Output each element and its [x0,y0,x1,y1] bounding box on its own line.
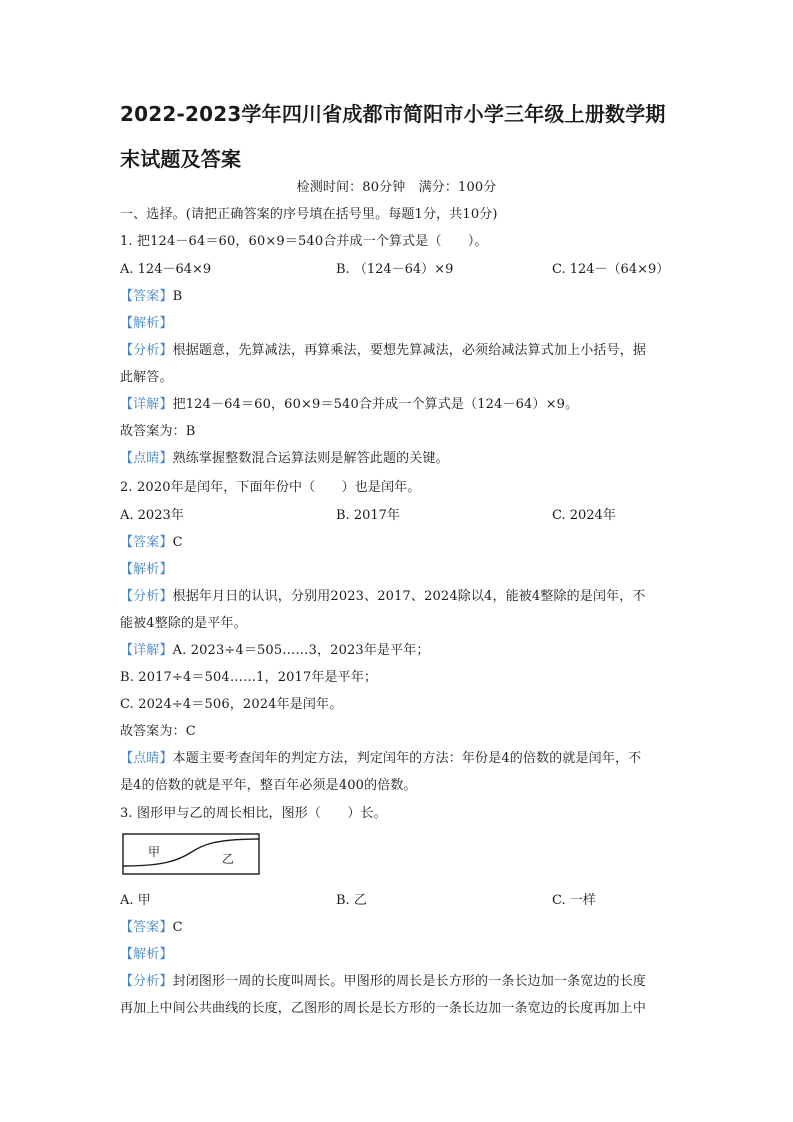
q2-option-a: A. 2023年 [120,508,184,523]
q3-option-b: B. 乙 [336,893,367,908]
q1-xiangjie-text: 把124－64＝60，60×9＝540合并成一个算式是（124－64）×9。 [172,397,579,412]
section-heading: 一、选择。(请把正确答案的序号填在括号里。每题1分，共10分) [120,207,498,222]
q2-option-c: C. 2024年 [552,508,616,523]
q1-option-b: B. （124－64）×9 [336,262,454,277]
q1-fenxi-line-1 [120,343,646,359]
q3-fenxi-line-1 [120,974,646,990]
q2-stem: 2. 2020年是闰年，下面年份中（ ）也是闰年。 [120,480,421,495]
q2-xiangjie-text: A. 2023÷4＝505……3，2023年是平年； [172,643,430,658]
answer-tag: 【答案】 [120,920,173,935]
q2-detail-c: C. 2024÷4＝506，2024年是闰年。 [120,697,343,712]
analysis-tag: 【解析】 [120,562,173,577]
q1-fenxi-line-2: 此解答。 [120,370,173,385]
q3-option-a: A. 甲 [120,893,151,908]
q1-answer [120,289,182,305]
q3-figure-label-jia: 甲 [148,845,161,859]
q3-figure-label-yi: 乙 [222,852,235,866]
answer-tag: 【答案】 [120,289,173,304]
document-title-line-1: 2022-2023学年四川省成都市简阳市小学三年级上册数学期 [120,102,666,126]
q2-dianjing-line-1 [120,751,641,767]
q1-dianjing [120,451,449,467]
q3-figure [122,833,262,877]
q3-figure-curve [123,839,259,866]
analysis-tag: 【解析】 [120,947,173,962]
q2-dianjing-text-1: 本题主要考查闰年的判定方法，判定闰年的方法：年份是4的倍数的就是闰年，不 [172,751,642,766]
q3-answer [120,920,183,936]
q2-fenxi-text-1: 根据年月日的认识，分别用2023、2017、2024除以4，能被4整除的是闰年，不 [172,589,646,604]
fenxi-tag: 【分析】 [120,974,173,989]
document-title-line-2: 末试题及答案 [120,147,242,171]
analysis-tag: 【解析】 [120,316,173,331]
q3-option-c: C. 一样 [552,893,596,908]
q2-answer-value: C [172,535,183,550]
q3-analysis-tag [120,947,173,963]
fenxi-tag: 【分析】 [120,343,173,358]
q1-stem: 1. 把124－64＝60，60×9＝540合并成一个算式是（ ）。 [120,234,488,249]
dianjing-tag: 【点睛】 [120,751,173,766]
q3-stem: 3. 图形甲与乙的周长相比，图形（ ）长。 [120,806,387,821]
q3-fenxi-text-1: 封闭图形一周的长度叫周长。甲图形的周长是长方形的一条长边加一条宽边的长度 [172,974,647,989]
answer-tag: 【答案】 [120,535,173,550]
q1-answer-value: B [172,289,183,304]
q1-option-a: A. 124－64×9 [120,262,212,277]
q1-analysis-tag [120,316,173,332]
dianjing-tag: 【点睛】 [120,451,173,466]
q2-fenxi-line-1 [120,589,646,605]
q2-answer [120,535,183,551]
q2-dianjing-line-2: 是4的倍数的就是平年，整百年必须是400的倍数。 [120,778,417,793]
q2-detail-b: B. 2017÷4＝504……1，2017年是平年； [120,670,378,685]
q1-option-c: C. 124－（64×9） [552,262,670,277]
q3-answer-value: C [172,920,183,935]
q3-fenxi-line-2: 再加上中间公共曲线的长度，乙图形的周长是长方形的一条长边加一条宽边的长度再加上中 [120,1001,647,1016]
q2-final-answer: 故答案为：C [120,724,196,739]
xiangjie-tag: 【详解】 [120,397,173,412]
fenxi-tag: 【分析】 [120,589,173,604]
q1-final-answer: 故答案为：B [120,424,196,439]
q1-dianjing-text: 熟练掌握整数混合运算法则是解答此题的关键。 [172,451,449,466]
xiangjie-tag: 【详解】 [120,643,173,658]
q2-analysis-tag [120,562,173,578]
q2-fenxi-line-2: 能被4整除的是平年。 [120,616,247,631]
q1-fenxi-text-1: 根据题意，先算减法，再算乘法，要想先算减法，必须给减法算式加上小括号，据 [172,343,647,358]
q2-xiangjie [120,643,430,659]
exam-meta: 检测时间：80分钟 满分：100分 [296,180,497,195]
q1-xiangjie [120,397,578,413]
q2-option-b: B. 2017年 [336,508,400,523]
